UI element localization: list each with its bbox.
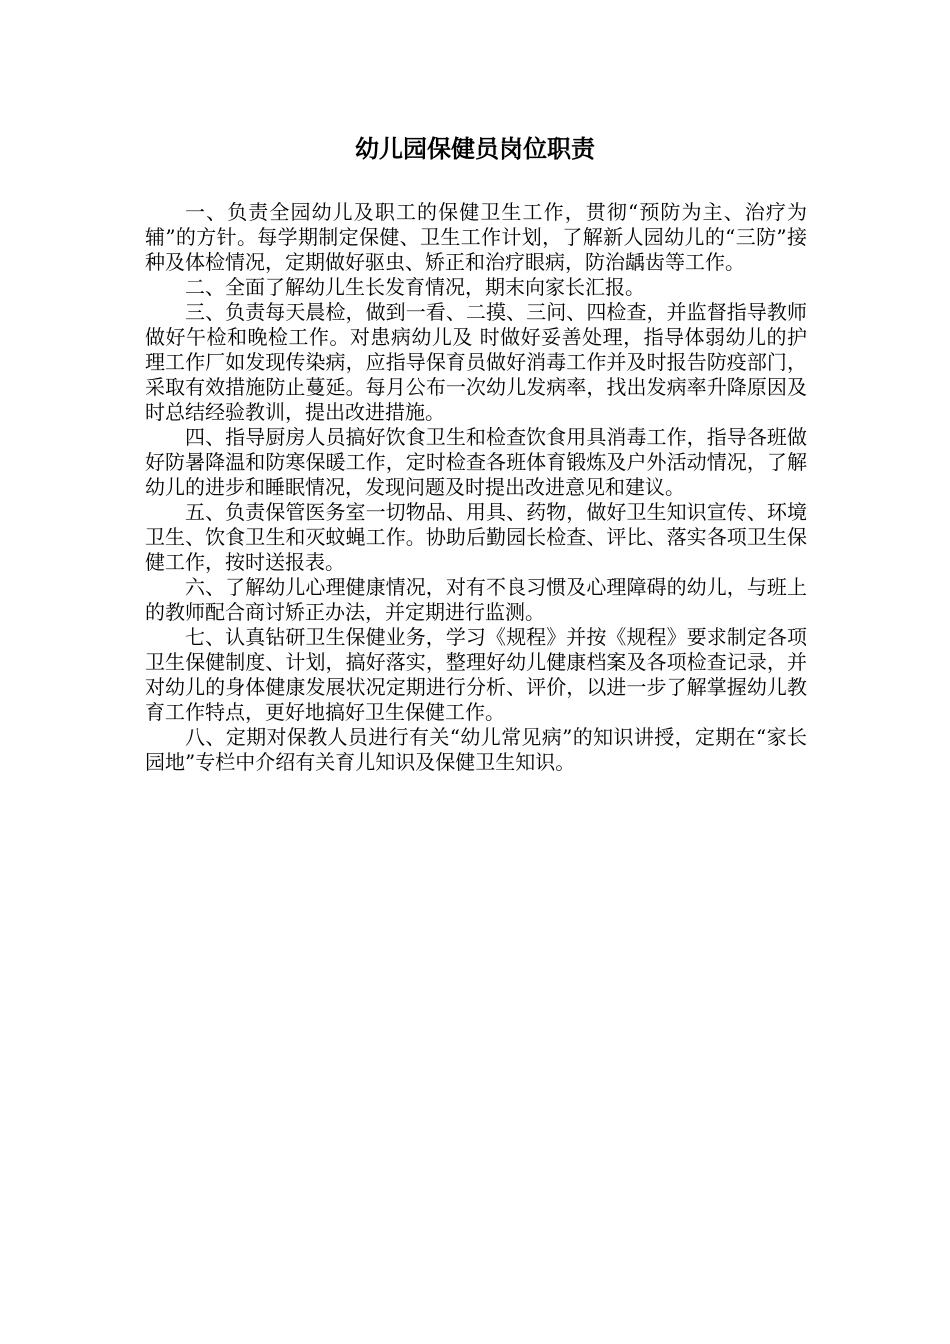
paragraph-1: 一、负责全园幼儿及职工的保健卫生工作，贯彻“预防为主、治疗为辅”的方针。每学期制定保健、卫生工作计划，了解新人园幼儿的“三防”接种及体检情况，定期做好驱虫、矫正和治疗眼病，防治龋齿等工作。 bbox=[145, 200, 807, 274]
paragraph-5: 五、负责保管医务室一切物品、用具、药物，做好卫生知识宣传、环境卫生、饮食卫生和灭蚊蝇工作。协助后勤园长检查、评比、落实各项卫生保健工作，按时送报表。 bbox=[145, 500, 807, 574]
document-title: 幼儿园保健员岗位职责 bbox=[355, 134, 595, 163]
paragraph-8: 八、定期对保教人员进行有关“幼儿常见病”的知识讲授，定期在“家长园地”专栏中介绍有关育儿知识及保健卫生知识。 bbox=[145, 725, 807, 774]
document-body bbox=[145, 200, 807, 775]
paragraph-2: 二、全面了解幼儿生长发育情况，期末向家长汇报。 bbox=[185, 275, 645, 299]
paragraph-3: 三、负责每天晨检，做到一看、二摸、三问、四检查，并监督指导教师做好午检和晚检工作。对患病幼儿及 时做好妥善处理，指导体弱幼儿的护理工作厂如发现传染病，应指导保育员做好消毒工作并及时报告防疫部门，采取有效措施防止蔓延。每月公布一次幼儿发病率，找出发病率升降原因及时总结经验教训，提出改进措施。 bbox=[145, 300, 807, 424]
paragraph-6: 六、了解幼儿心理健康情况，对有不良习惯及心理障碍的幼儿，与班上的教师配合商讨矫正办法，并定期进行监测。 bbox=[145, 575, 807, 624]
paragraph-4: 四、指导厨房人员搞好饮食卫生和检查饮食用具消毒工作，指导各班做好防暑降温和防寒保暖工作，定时检查各班体育锻炼及户外活动情况，了解幼儿的进步和睡眠情况，发现问题及时提出改进意见和建议。 bbox=[145, 425, 807, 499]
paragraph-7: 七、认真钻研卫生保健业务，学习《规程》并按《规程》要求制定各项卫生保健制度、计划，搞好落实，整理好幼儿健康档案及各项检查记录，并对幼儿的身体健康发展状况定期进行分析、评价，以进一步了解掌握幼儿教育工作特点，更好地搞好卫生保健工作。 bbox=[145, 625, 807, 724]
